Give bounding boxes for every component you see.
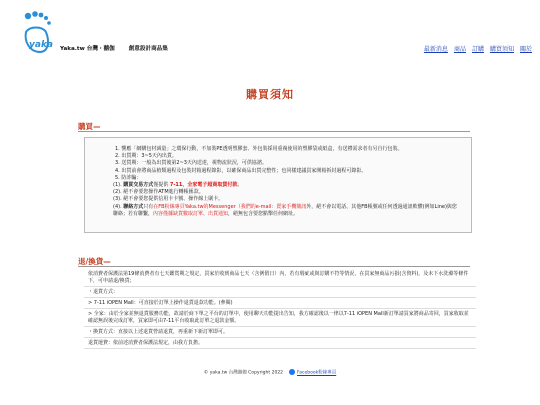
- return-divider: [78, 266, 470, 267]
- return-method-label: ・退貨方式：: [84, 289, 476, 298]
- fraud-sub-item: (2). 絕不會要您操作ATM進行轉帳匯款。: [113, 189, 204, 196]
- logo-text: yaka: [29, 40, 53, 50]
- buy-section-heading: 購買—: [78, 122, 101, 131]
- copyright: © yaka.tw 台灣囍伽 Copyright 2022: [203, 370, 284, 376]
- nav-news[interactable]: 最新消息: [423, 46, 448, 53]
- site-footer: [0, 369, 540, 376]
- return-familymart: > 全家：由於全家並無退貨服務功能，故請於商下單之平台的訂單中，使用聊天功能提出告知，我方確認後以一律以7-11 iOPEN Mall新訂單請買家將商品寄回，買家收取並確認無誤後完成訂單，買家即可由7-11平台收取此訂單之退款金額。: [84, 311, 476, 327]
- list-item: 5. 防詐騙：: [115, 174, 142, 181]
- list-item: 1. 響應「網購包材減量」之環保行動，不加裝PE透明塑膠套、外包裝採用重複使用的塑膠袋或紙盒，有送禮需求者有另自行包裝。: [115, 146, 403, 152]
- return-intro: 依消費者保護法第19條消費者有七天鑑賞期之規定，買家於收到商品七天（含例假日）內，若有瑕疵或與訂購不符等情況，在買家無商品污損(含資料)，及未下水洗滌等條件下，可申請退/換貨；: [84, 271, 476, 287]
- list-item: 2. 出貨期：3~5天內出貨。: [115, 153, 177, 160]
- buy-divider: [78, 131, 470, 132]
- list-item: 3. 送貨期：一般為出貨後第2~3天內送達，視物流狀況，可供協諮。: [115, 160, 267, 167]
- brand-title: [60, 44, 168, 52]
- page-title: 購買須知: [246, 88, 294, 101]
- nav-order[interactable]: 訂購: [471, 46, 484, 53]
- return-shipping: 退貨運費：依前述消費者保護法規定，由我方負擔。: [84, 340, 476, 349]
- exchange-method: ・換貨方式：直接以上述退貨營請退貨，再重新下新訂單即可。: [84, 329, 476, 338]
- nav-products[interactable]: 商品: [453, 46, 466, 53]
- buy-notice-list: [105, 146, 460, 218]
- list-item: 4. 出貨前會將商品植類過程及包裝封箱過程錄影，以確保商品出貨完整性；也同樣建議買家開箱拆封過程可錄影。: [115, 167, 367, 174]
- nav-about[interactable]: 關於: [519, 46, 532, 53]
- buy-notice-box: [84, 137, 472, 233]
- brand-name: Yaka.tw 台灣・囍伽: [60, 46, 115, 52]
- brand-tagline: 創意設計商品集: [128, 46, 168, 52]
- facebook-icon[interactable]: [289, 369, 295, 375]
- return-section-heading: 退/換貨—: [78, 257, 111, 266]
- return-policy-body: [84, 271, 476, 351]
- fraud-sub-item: (3). 絕不會要您提供信用卡卡號、操作線上刷卡。: [113, 196, 224, 203]
- fraud-sub-item: (1). 購買交易方式僅提供 7-11、全家電子超商取貨付款。: [113, 182, 243, 189]
- fraud-sub-item: (4). 聯絡方式只有在FB粉絲專頁Yaka.tw的Messenger（我們的e-mail：賣家手機簡訊外，絕不會以電話、其他FB帳號或任何透過通訊軟體(例如Line)與您聯絡；若有聯繫，內容僅據缺貨數取訂單、出貨通知，絕無包含要您點擊任何網址。: [113, 203, 457, 217]
- nav-purchase-notice[interactable]: 購買須知: [489, 46, 514, 53]
- facebook-link[interactable]: Facebook粉絲專頁: [297, 370, 337, 376]
- return-7-11: > 7-11 iOPEN Mall：可直接於訂單上操作退貨退款功能。(參閱): [84, 300, 476, 309]
- main-nav: [418, 44, 532, 53]
- site-header: [0, 0, 540, 62]
- yaka-logo[interactable]: [20, 10, 60, 56]
